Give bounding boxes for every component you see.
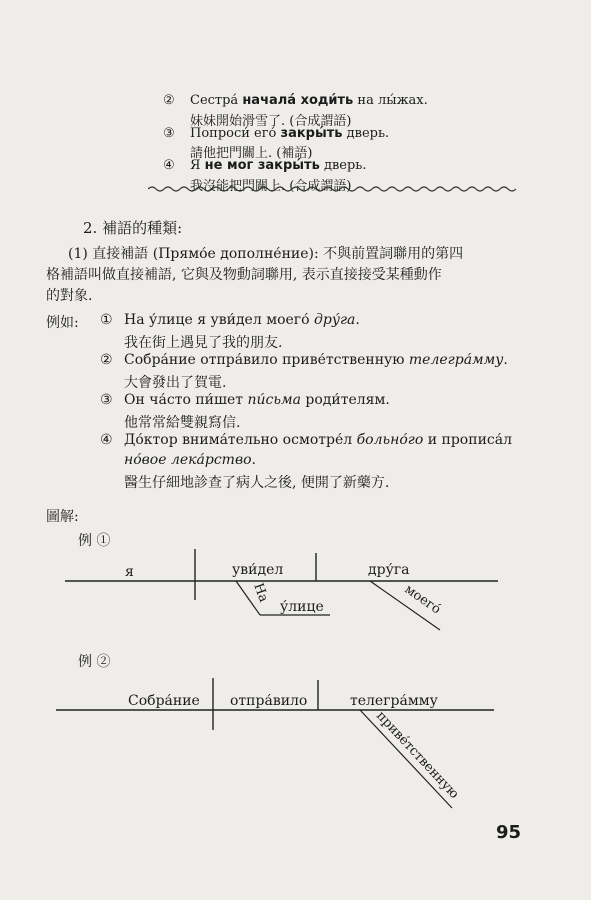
chinese-translation: 他常常給雙親寫信. bbox=[124, 415, 241, 431]
russian-sentence: До́ктор внима́тельно осмотре́л больно́го и прописа́л bbox=[124, 432, 512, 448]
examples-label: 例如: bbox=[46, 315, 79, 331]
section-heading: 2. 補語的種類: bbox=[83, 219, 183, 237]
chinese-translation: 醫生仔細地診查了病人之後, 便開了新藥方. bbox=[124, 475, 390, 491]
chinese-translation: 我在街上遇見了我的朋友. bbox=[124, 335, 283, 351]
modifier-slant bbox=[360, 710, 452, 808]
russian-sentence: Попроси́ его́ закры́ть дверь. bbox=[190, 126, 390, 141]
object-word: дру́га bbox=[368, 562, 410, 578]
russian-sentence: Он ча́сто пи́шет пи́сьма роди́телям. bbox=[124, 392, 390, 408]
prep-object-word: у́лице bbox=[280, 599, 324, 615]
example-number: ② bbox=[100, 352, 113, 368]
russian-sentence: Я не мог закры́ть дверь. bbox=[190, 158, 367, 173]
preposition-word: На bbox=[250, 581, 271, 605]
example-number: ④ bbox=[163, 158, 175, 173]
object-word: телегра́мму bbox=[350, 693, 438, 709]
russian-sentence: Собра́ние отпра́вило приве́тственную телегра́мму. bbox=[124, 352, 508, 368]
paragraph-line: (1) 直接補語 (Прямо́е дополне́ние): 不與前置詞聯用的第四 bbox=[68, 246, 464, 262]
subject-word: Собра́ние bbox=[128, 693, 200, 709]
russian-sentence: Сестра́ начала́ ходи́ть на лы́жах. bbox=[190, 93, 428, 108]
diagram-1-label: 例 ① bbox=[78, 533, 111, 549]
example-number: ③ bbox=[163, 126, 175, 141]
modifier-word: приве́тственную bbox=[373, 708, 462, 802]
russian-sentence-continued: но́вое лека́рство. bbox=[124, 452, 256, 468]
example-number: ② bbox=[163, 93, 175, 108]
paragraph-line: 的對象. bbox=[46, 288, 93, 304]
subject-word: я bbox=[125, 564, 134, 580]
chinese-translation: 請他把門關上. (補語) bbox=[190, 146, 313, 161]
chinese-translation: 我沒能把門關上. (合成謂語) bbox=[190, 179, 352, 194]
diagram-2-label: 例 ② bbox=[78, 654, 111, 670]
modifier-word: моего́ bbox=[401, 581, 444, 618]
russian-sentence: На у́лице я уви́дел моего́ дру́га. bbox=[124, 312, 360, 328]
page-number: 95 bbox=[496, 822, 522, 843]
predicate-word: отпра́вило bbox=[230, 693, 308, 709]
example-number: ④ bbox=[100, 432, 113, 448]
paragraph-line: 格補語叫做直接補語, 它與及物動詞聯用, 表示直接接受某種動作 bbox=[46, 267, 442, 283]
chinese-translation: 妹妹開始滑雪了. (合成謂語) bbox=[190, 114, 352, 129]
example-number: ③ bbox=[100, 392, 113, 408]
predicate-word: уви́дел bbox=[232, 562, 284, 578]
chinese-translation: 大會發出了賀電. bbox=[124, 375, 227, 391]
example-number: ① bbox=[100, 312, 113, 328]
diagram-label: 圖解: bbox=[46, 509, 79, 525]
